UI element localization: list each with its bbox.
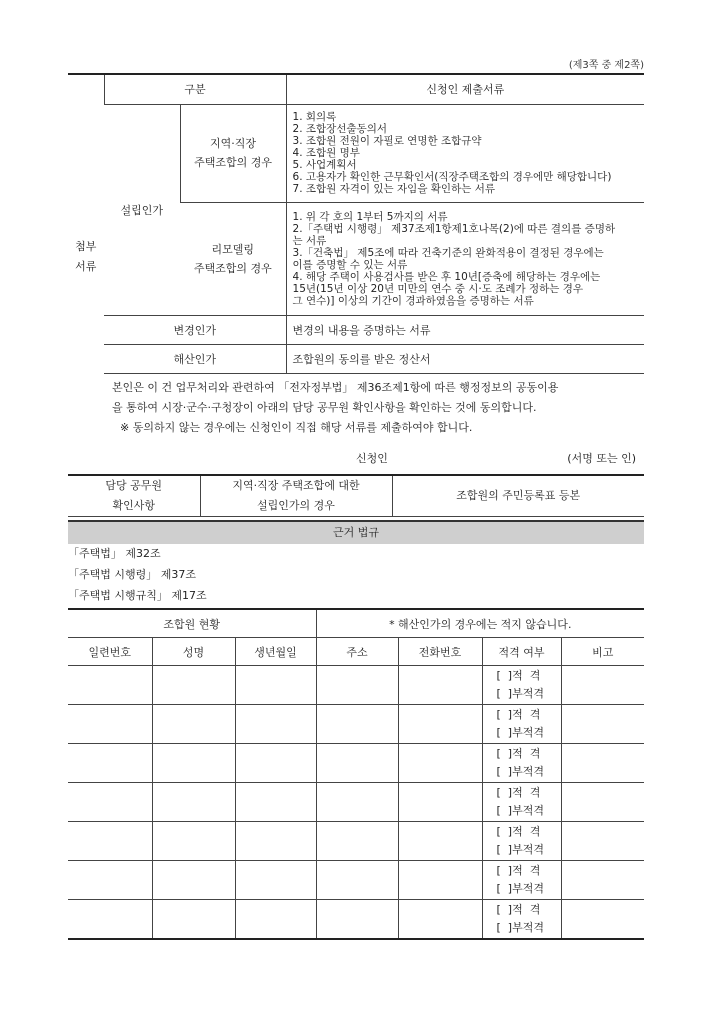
law-title: 근거 법규 — [68, 520, 644, 544]
law-list — [68, 543, 207, 606]
table-cell[interactable] — [68, 783, 152, 822]
table-cell[interactable] — [316, 744, 398, 783]
table-cell[interactable] — [398, 900, 482, 940]
table-cell[interactable] — [68, 861, 152, 900]
remodel-docs — [286, 202, 644, 315]
ineligible-checkbox[interactable]: [ ]부적격 — [496, 882, 544, 895]
header-docs: 신청인 제출서류 — [286, 74, 644, 104]
eligibility-cell — [482, 861, 561, 900]
table-cell[interactable] — [561, 822, 644, 861]
signature-row — [68, 440, 644, 470]
table-row — [68, 705, 644, 744]
agreement-line-2: 을 통하여 시장·군수·구청장이 아래의 담당 공무원 확인사항을 확인하는 것에 동의합니다. — [112, 400, 537, 414]
list-item: 이를 증명할 수 있는 서류 — [292, 258, 408, 271]
list-item: 3.「건축법」 제5조에 따라 건축기준의 완화적용이 결정된 경우에는 — [292, 246, 604, 259]
official-check-case — [200, 475, 392, 517]
column-header: 적격 여부 — [482, 638, 561, 666]
agreement-note: ※ 동의하지 않는 경우에는 신청인이 직접 해당 서류를 제출하여야 합니다. — [120, 420, 473, 434]
side-label-2: 서류 — [75, 260, 97, 274]
table-cell[interactable] — [68, 705, 152, 744]
members-table — [68, 608, 644, 940]
table-row — [68, 744, 644, 783]
table-row — [68, 666, 644, 705]
table-cell[interactable] — [152, 822, 235, 861]
table-cell[interactable] — [316, 783, 398, 822]
eligible-checkbox[interactable]: [ ]적 격 — [496, 708, 541, 721]
table-cell[interactable] — [152, 900, 235, 940]
eligible-checkbox[interactable]: [ ]적 격 — [496, 864, 541, 877]
table-cell[interactable] — [152, 744, 235, 783]
list-item: 4. 해당 주택이 사용검사를 받은 후 10년[증축에 해당하는 경우에는 — [292, 270, 601, 283]
list-item: 3. 조합원 전원이 자필로 연명한 조합규약 — [292, 135, 482, 147]
table-cell[interactable] — [316, 861, 398, 900]
table-cell[interactable] — [152, 666, 235, 705]
list-item: 7. 조합원 자격이 있는 자임을 확인하는 서류 — [292, 183, 495, 195]
ineligible-checkbox[interactable]: [ ]부적격 — [496, 804, 544, 817]
ineligible-checkbox[interactable]: [ ]부적격 — [496, 843, 544, 856]
law-item: 「주택법 시행령」 제37조 — [68, 568, 196, 581]
change-label: 변경인가 — [104, 315, 286, 344]
list-item: 6. 고용자가 확인한 근무확인서(직장주택조합의 경우에만 해당합니다) — [292, 171, 612, 183]
attachments-table — [68, 73, 644, 470]
list-item: 1. 위 각 호의 1부터 5까지의 서류 — [292, 210, 448, 223]
official-check-table — [68, 474, 644, 517]
ineligible-checkbox[interactable]: [ ]부적격 — [496, 765, 544, 778]
table-cell[interactable] — [398, 705, 482, 744]
table-cell[interactable] — [561, 666, 644, 705]
eligibility-cell — [482, 744, 561, 783]
page-number: (제3쪽 중 제2쪽) — [568, 60, 644, 71]
official-check-label — [68, 475, 200, 517]
list-item: 4. 조합원 명부 — [292, 147, 360, 159]
law-item: 「주택법」 제32조 — [68, 547, 161, 560]
list-item: 는 서류 — [292, 234, 327, 247]
table-row — [68, 900, 644, 940]
table-cell[interactable] — [316, 666, 398, 705]
regional-case — [180, 104, 286, 202]
list-item: 2. 조합장선출동의서 — [292, 123, 388, 135]
list-item: 2.「주택법 시행령」 제37조제1항제1호나목(2)에 따른 결의를 증명하 — [292, 222, 616, 235]
eligibility-cell — [482, 900, 561, 940]
eligible-checkbox[interactable]: [ ]적 격 — [496, 825, 541, 838]
ineligible-checkbox[interactable]: [ ]부적격 — [496, 687, 544, 700]
dissolve-label: 해산인가 — [104, 344, 286, 373]
table-cell[interactable] — [561, 861, 644, 900]
regional-label-1: 지역·직장 — [210, 137, 257, 150]
table-cell[interactable] — [398, 822, 482, 861]
agreement-line-1: 본인은 이 건 업무처리와 관련하여 「전자정부법」 제36조제1항에 따른 행정정보의 공동이용 — [112, 380, 559, 394]
column-header: 성명 — [152, 638, 235, 666]
table-cell[interactable] — [68, 744, 152, 783]
eligible-checkbox[interactable]: [ ]적 격 — [496, 903, 541, 916]
table-cell[interactable] — [316, 705, 398, 744]
table-row — [68, 822, 644, 861]
official-check-item: 조합원의 주민등록표 등본 — [392, 475, 644, 517]
official-case-2: 설립인가의 경우 — [257, 499, 335, 512]
table-cell[interactable] — [561, 783, 644, 822]
establishment-label: 설립인가 — [104, 104, 180, 315]
signature-field[interactable]: (서명 또는 인) — [567, 451, 637, 465]
eligibility-cell — [482, 822, 561, 861]
list-item: 5. 사업계획서 — [292, 159, 357, 171]
eligible-checkbox[interactable]: [ ]적 격 — [496, 747, 541, 760]
eligibility-cell — [482, 783, 561, 822]
list-item: 15년(15년 이상 20년 미만의 연수 중 시·도 조례가 정하는 경우 — [292, 282, 584, 295]
list-item: 그 연수)] 이상의 기간이 경과하였음을 증명하는 서류 — [292, 294, 534, 307]
eligible-checkbox[interactable]: [ ]적 격 — [496, 669, 541, 682]
table-cell[interactable] — [398, 744, 482, 783]
remodel-label-2: 주택조합의 경우 — [193, 261, 272, 275]
law-item: 「주택법 시행규칙」 제17조 — [68, 589, 207, 602]
remodel-label-1: 리모델링 — [211, 242, 255, 256]
table-cell[interactable] — [235, 744, 316, 783]
ineligible-checkbox[interactable]: [ ]부적격 — [496, 921, 544, 934]
official-case-1: 지역·직장 주택조합에 대한 — [232, 479, 360, 492]
table-cell[interactable] — [68, 822, 152, 861]
column-header: 일련번호 — [68, 638, 152, 666]
table-cell[interactable] — [235, 783, 316, 822]
column-header: 전화번호 — [398, 638, 482, 666]
table-cell[interactable] — [235, 861, 316, 900]
table-cell[interactable] — [152, 705, 235, 744]
table-cell[interactable] — [316, 822, 398, 861]
official-label-1: 담당 공무원 — [105, 479, 163, 492]
change-doc: 변경의 내용을 증명하는 서류 — [286, 315, 644, 344]
regional-docs — [286, 104, 644, 202]
table-cell[interactable] — [561, 900, 644, 940]
table-cell[interactable] — [152, 861, 235, 900]
table-cell[interactable] — [398, 783, 482, 822]
applicant-label: 신청인 — [356, 451, 388, 465]
agreement-block — [104, 373, 644, 440]
table-row — [68, 783, 644, 822]
table-cell[interactable] — [235, 705, 316, 744]
table-cell[interactable] — [68, 900, 152, 940]
ineligible-checkbox[interactable]: [ ]부적격 — [496, 726, 544, 739]
table-cell[interactable] — [398, 861, 482, 900]
table-cell[interactable] — [398, 666, 482, 705]
table-cell[interactable] — [235, 822, 316, 861]
eligibility-cell — [482, 666, 561, 705]
table-cell[interactable] — [316, 900, 398, 940]
members-note: * 해산인가의 경우에는 적지 않습니다. — [316, 609, 644, 638]
table-cell[interactable] — [68, 666, 152, 705]
table-cell[interactable] — [561, 705, 644, 744]
table-cell[interactable] — [235, 900, 316, 940]
members-title: 조합원 현황 — [68, 609, 316, 638]
column-header: 주소 — [316, 638, 398, 666]
column-header: 비고 — [561, 638, 644, 666]
list-item: 1. 회의록 — [292, 111, 337, 123]
table-cell[interactable] — [152, 783, 235, 822]
side-label-1: 첨부 — [75, 240, 97, 254]
column-header: 생년월일 — [235, 638, 316, 666]
eligibility-cell — [482, 705, 561, 744]
remodel-case — [180, 202, 286, 315]
attachments-side-label — [68, 74, 104, 440]
official-label-2: 확인사항 — [112, 499, 155, 512]
eligible-checkbox[interactable]: [ ]적 격 — [496, 786, 541, 799]
table-cell[interactable] — [235, 666, 316, 705]
header-category: 구분 — [104, 74, 286, 104]
dissolve-doc: 조합원의 동의를 받은 정산서 — [286, 344, 644, 373]
table-cell[interactable] — [561, 744, 644, 783]
table-row — [68, 861, 644, 900]
regional-label-2: 주택조합의 경우 — [194, 156, 272, 169]
